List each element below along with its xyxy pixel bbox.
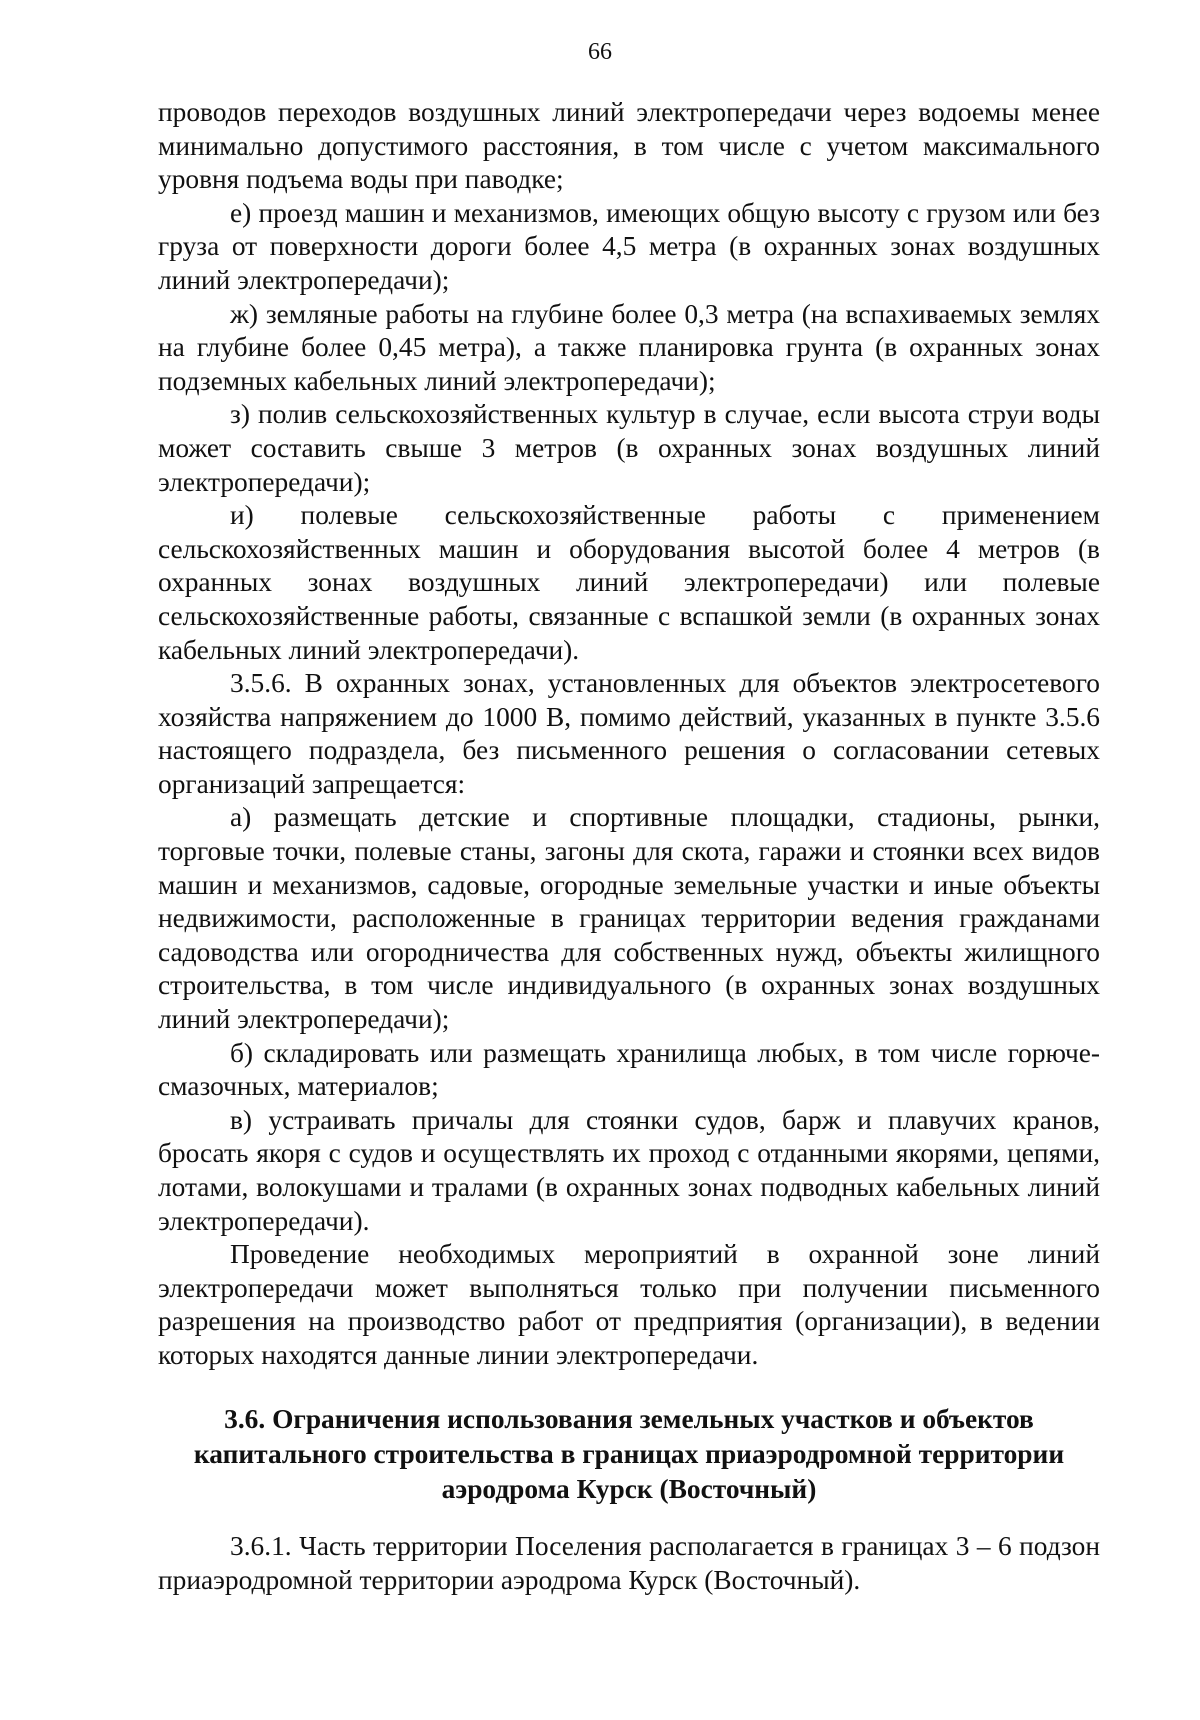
list-item-b: б) складировать или размещать хранилища любых, в том числе горюче-смазочных, материалов;	[158, 1037, 1100, 1102]
section-heading-line: аэродрома Курск (Восточный)	[441, 1474, 817, 1504]
section-heading-line: капитального строительства в границах приаэродромной территории	[193, 1439, 1065, 1469]
section-heading-line: 3.6. Ограничения использования земельных участков и объектов	[224, 1404, 1034, 1434]
section-body	[158, 1530, 1100, 1597]
paragraph-continuation: проводов переходов воздушных линий электропередачи через водоемы менее минимально допустимого расстояния, в том числе с учетом максимального уровня подъема воды при паводке;	[158, 97, 1100, 195]
clause-3-5-6: 3.5.6. В охранных зонах, установленных для объектов электросетевого хозяйства напряжением до 1000 В, помимо действий, указанных в пункте 3.5.6 настоящего подраздела, без письменного решения о согласовании сетевых организаций запрещается:	[158, 668, 1100, 799]
document-body	[158, 96, 1100, 1373]
list-item-e: е) проезд машин и механизмов, имеющих общую высоту с грузом или без груза от поверхности дороги более 4,5 метра (в охранных зонах воздушных линий электропередачи);	[158, 197, 1100, 295]
list-item-i: и) полевые сельскохозяйственные работы с применением сельскохозяйственных машин и оборудования высотой более 4 метров (в охранных зонах воздушных линий электропередачи) или полевые сельскохозяйственные работы, связанные с вспашкой земли (в охранных зонах кабельных линий электропередачи).	[158, 500, 1100, 665]
list-item-zh: ж) земляные работы на глубине более 0,3 метра (на вспахиваемых землях на глубине более 0,45 метра), а также планировка грунта (в охранных зонах подземных кабельных линий электропередачи);	[158, 298, 1100, 396]
section-heading-3-6	[158, 1402, 1100, 1507]
list-item-v: в) устраивать причалы для стоянки судов, барж и плавучих кранов, бросать якоря с судов и осуществлять их проход с отданными якорями, цепями, лотами, волокушами и тралами (в охранных зонах подводных кабельных линий электропередачи).	[158, 1104, 1100, 1236]
list-item-a: а) размещать детские и спортивные площадки, стадионы, рынки, торговые точки, полевые станы, загоны для скота, гаражи и стоянки всех видов машин и механизмов, садовые, огородные земельные участки и иные объекты недвижимости, расположенные в границах территории ведения гражданами садоводства или огородничества для собственных нужд, объекты жилищного строительства, в том числе индивидуального (в охранных зонах воздушных линий электропередачи);	[158, 802, 1100, 1035]
page-number: 66	[588, 39, 612, 65]
paragraph-measures: Проведение необходимых мероприятий в охранной зоне линий электропередачи может выполняться только при получении письменного разрешения на производство работ от предприятия (организации), в ведении которых находятся данные линии электропередачи.	[158, 1239, 1100, 1370]
list-item-z: з) полив сельскохозяйственных культур в случае, если высота струи воды может составить свыше 3 метров (в охранных зонах воздушных линий электропередачи);	[158, 399, 1100, 497]
clause-3-6-1: 3.6.1. Часть территории Поселения располагается в границах 3 – 6 подзон приаэродромной территории аэродрома Курск (Восточный).	[158, 1531, 1100, 1595]
